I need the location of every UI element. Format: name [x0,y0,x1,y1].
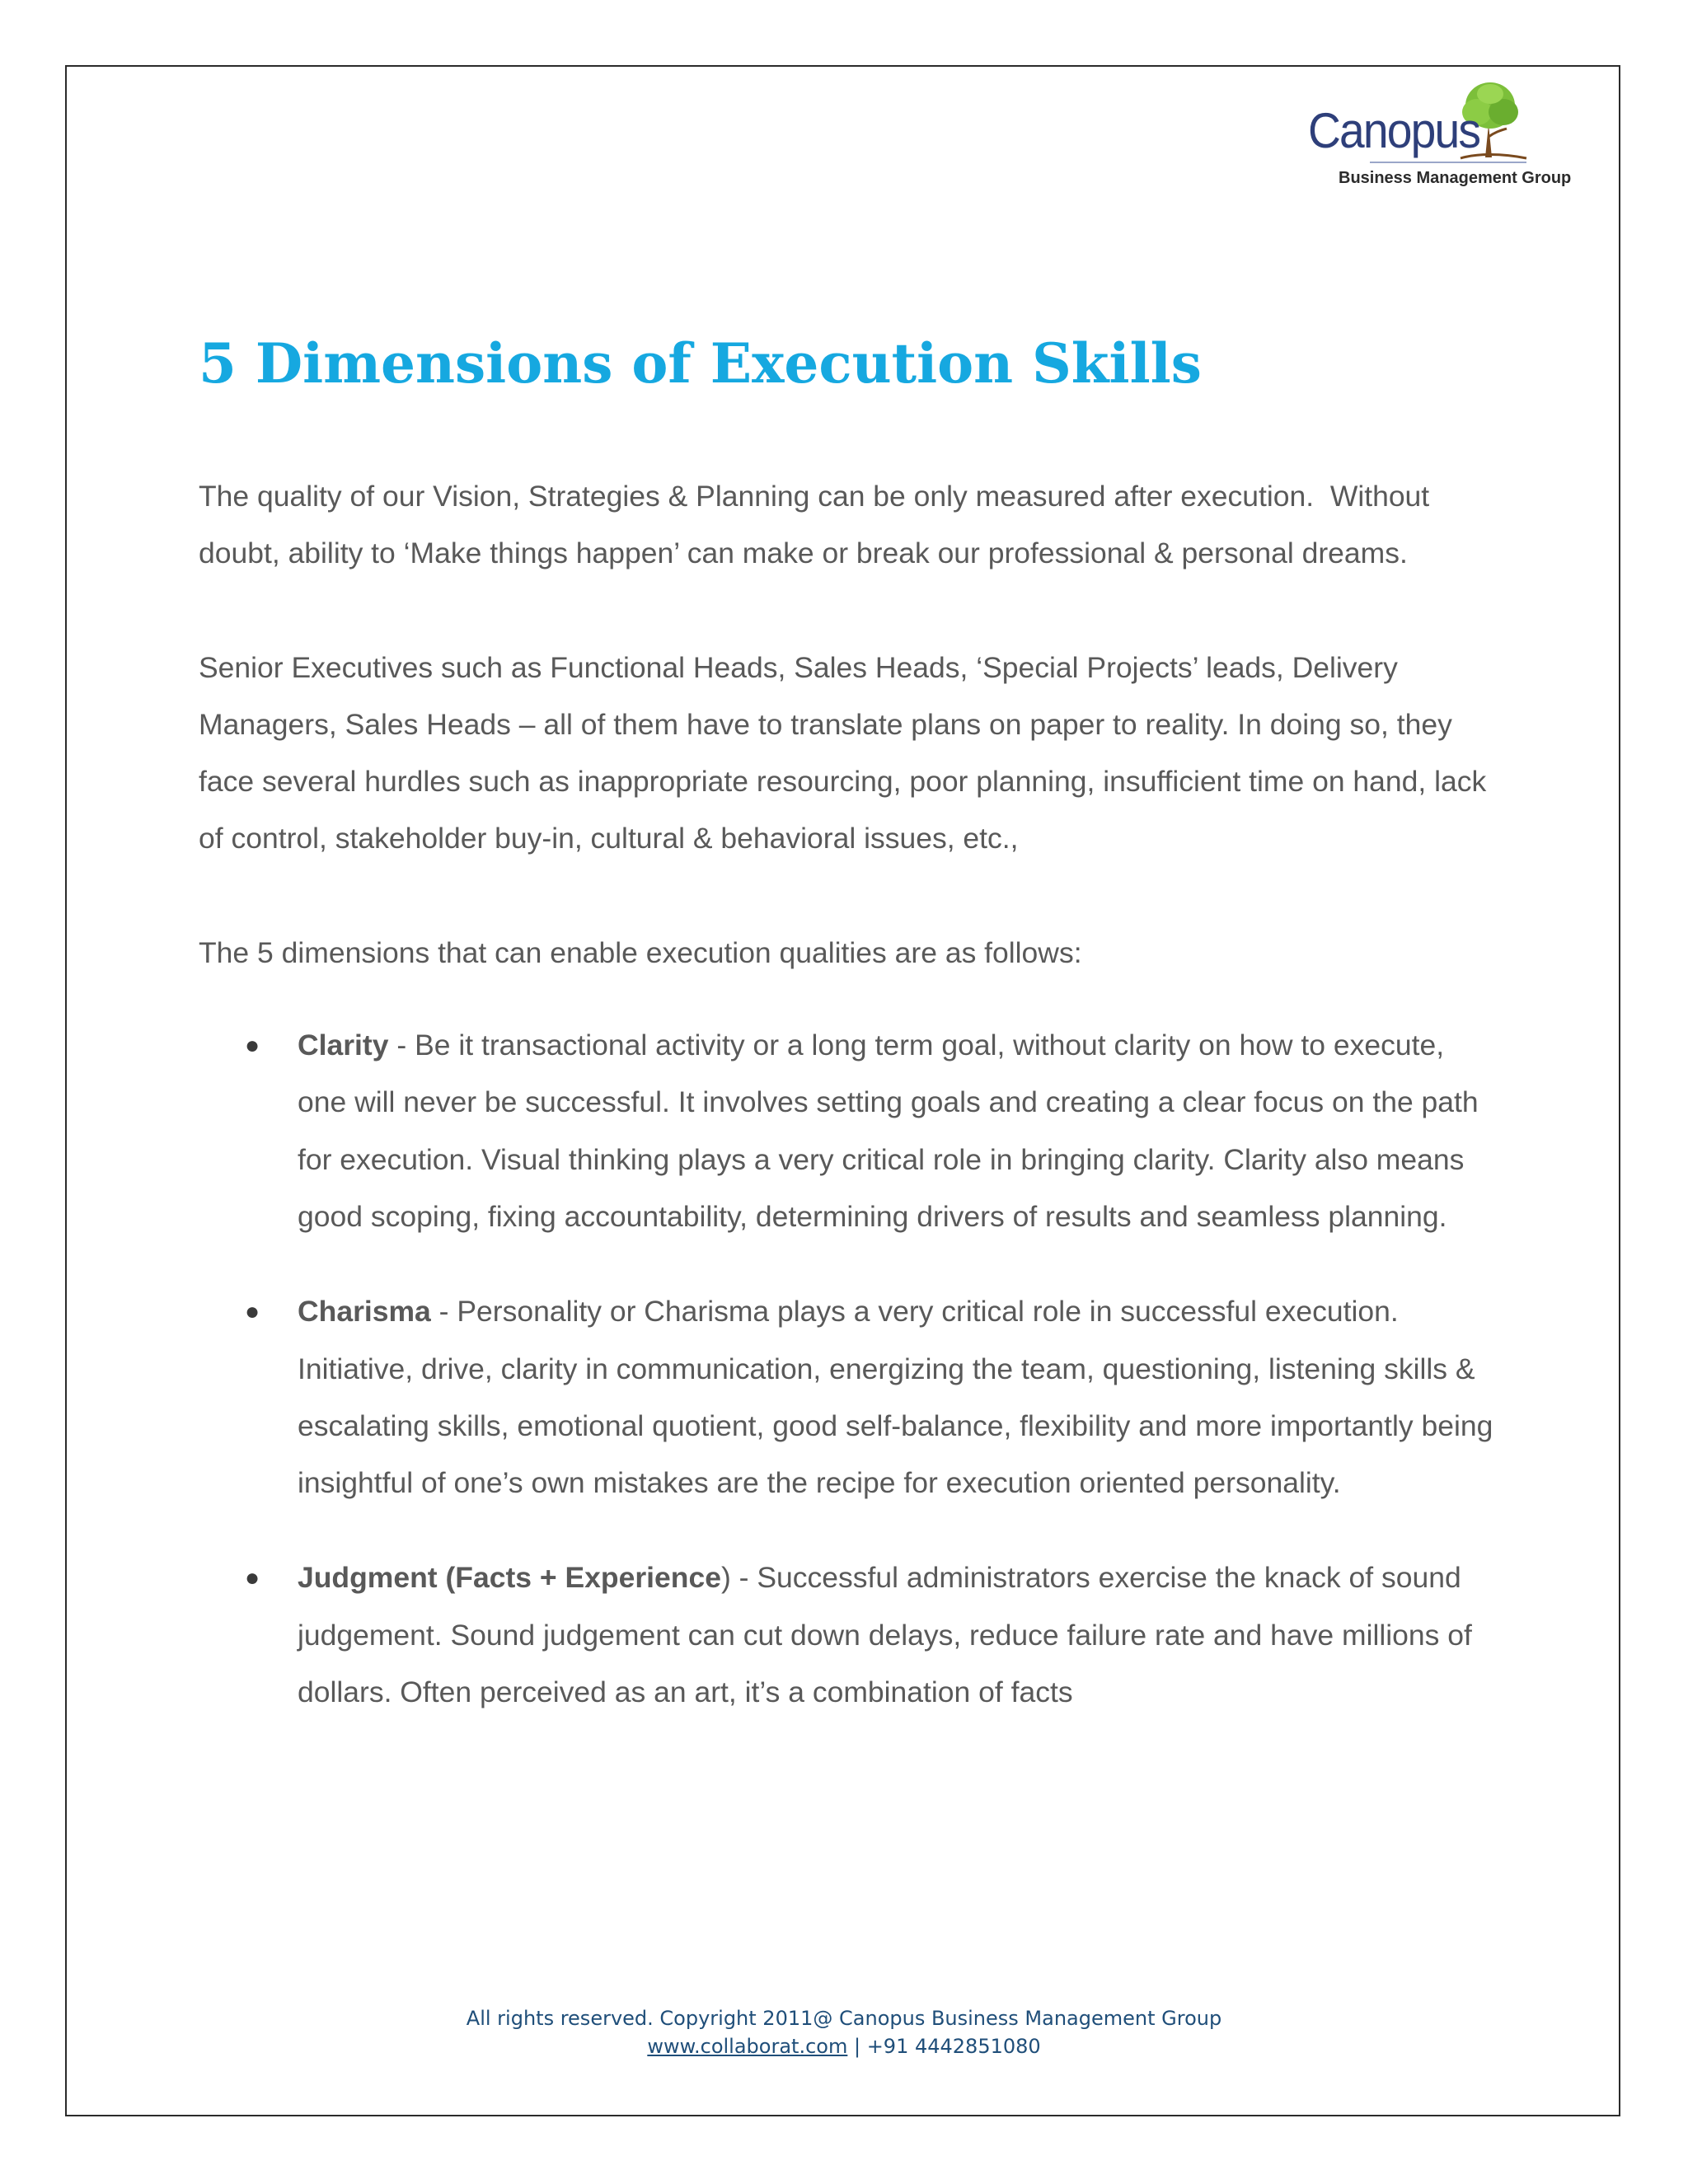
intro-paragraph: The quality of our Vision, Strategies & Planning can be only measured after execution. Without doubt, ability to ‘Make things happen’ can make or break our professional & personal dreams. [199,480,1430,570]
canopus-logo [1304,79,1601,194]
website-link[interactable]: www.collaborat.com [647,2035,848,2058]
dimension-separator: ) - [720,1561,757,1595]
footer-contact [0,2032,1688,2060]
document-body [199,468,1501,1759]
dimension-description: Successful administrators exercise the knack of sound judgement. Sound judgement can cut down delays, reduce failure rate and have millions of dollars. Often perceived as an art, it’s a combination of facts [298,1561,1472,1709]
dimension-separator: - [430,1295,457,1329]
page-title: 5 Dimensions of Execution Skills [199,331,1202,396]
footer-copyright: All rights reserved. Copyright 2011@ Canopus Business Management Group [466,2007,1222,2030]
bullet-icon: ● [245,1298,260,1326]
dimension-description: Personality or Charisma plays a very critical role in successful execution. Initiative, drive, clarity in communication, energizing the team, questioning, listening skills & escalating skills, emotional quotient, good self-balance, flexibility and more importantly being insightful of one’s own mistakes are the recipe for execution oriented personality. [298,1295,1493,1500]
dimension-term: Charisma [298,1295,431,1329]
dimensions-lead-paragraph: The 5 dimensions that can enable execution qualities are as follows: [199,935,1082,969]
footer-phone: +91 4442851080 [866,2035,1041,2058]
list-item [199,1283,1501,1511]
list-item [199,1549,1501,1721]
dimension-description: Be it transactional activity or a long term goal, without clarity on how to execute, one will never be successful. It involves setting goals and creating a clear focus on the path for execution. Visual thinking plays a very critical role in bringing clarity. Clarity also means good scoping, fixing accountability, determining drivers of results and seamless planning. [298,1029,1479,1233]
dimension-separator: - [388,1029,415,1062]
logo-wordmark: Canopus [1308,103,1480,158]
dimension-term: Clarity [298,1029,389,1062]
executives-paragraph: Senior Executives such as Functional Heads, Sales Heads, ‘Special Projects’ leads, Delivery Managers, Sales Heads – all of them have to translate plans on paper to reality. In doing so, they face several hurdles such as inappropriate resourcing, poor planning, insufficient time on hand, lack of control, stakeholder buy-in, cultural & behavioral issues, etc., [199,650,1487,855]
page-footer [0,2004,1688,2060]
footer-separator: | [847,2035,867,2058]
bullet-icon: ● [245,1032,260,1060]
dimension-term: Judgment (Facts + Experience [298,1561,721,1595]
dimensions-list [199,1017,1501,1721]
list-item [199,1017,1501,1245]
logo-tagline: Business Management Group [1339,169,1572,187]
bullet-icon: ● [245,1564,260,1592]
logo-divider [1370,162,1526,163]
